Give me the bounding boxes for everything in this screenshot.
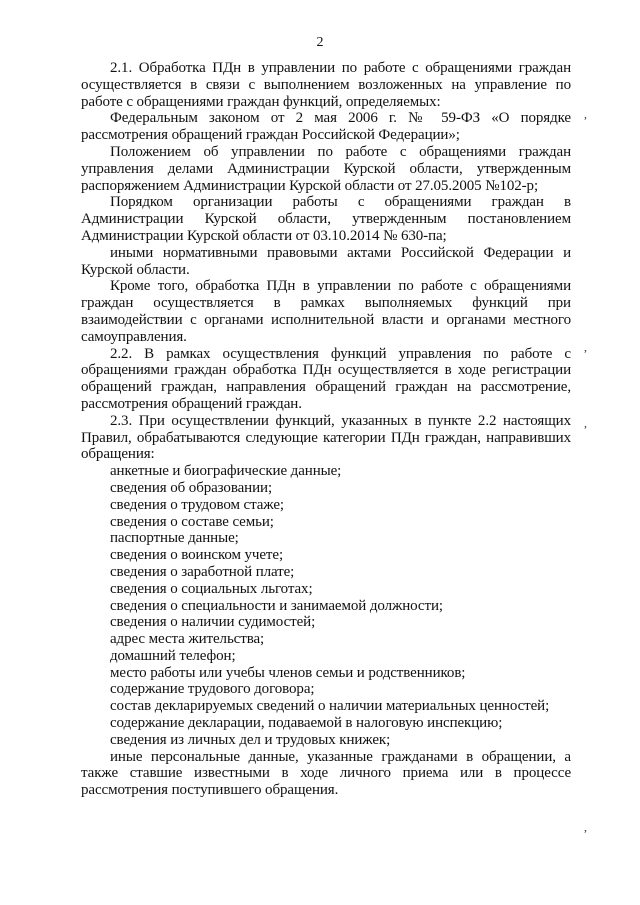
list-item: паспортные данные; [110, 530, 239, 547]
margin-mark: , [584, 107, 587, 121]
list-item: адрес места жительства; [110, 631, 265, 648]
list-item: сведения из личных дел и трудовых книжек; [110, 731, 391, 748]
margin-mark: , [584, 340, 587, 354]
closing-paragraph: иные персональные данные, указанные гражданами в обращении, а также ставшие известными в ходе личного приема или в процессе рассмотрения поступившего обращения. [81, 748, 571, 799]
list-item: содержание трудового договора; [110, 681, 315, 698]
paragraph-2-1: 2.1. Обработка ПДн в управлении по работе с обращениями граждан осуществляется в связи с выполнением возложенных на управление по работе с обращениями граждан функций, определяемых: [81, 60, 571, 110]
paragraph-2-2: 2.2. В рамках осуществления функций управления по работе с обращениями граждан обработка ПДн осуществляется в ходе регистрации обращений граждан, направления обращений граждан на рассмотрение, рассмотрения обращений граждан. [81, 345, 571, 412]
paragraph-regulation: Положением об управлении по работе с обращениями граждан управления делами Администрации Курской области, утвержденным распоряжением Администрации Курской области от 27.05.2005 №102-р; [81, 143, 571, 194]
paragraph-2-3: 2.3. При осуществлении функций, указанных в пункте 2.2 настоящих Правил, обрабатываются следующие категории ПДн граждан, направивших обращения: [81, 412, 571, 463]
page-number: 2 [316, 35, 324, 50]
margin-mark: , [584, 820, 587, 834]
list-item: сведения об образовании; [110, 479, 273, 496]
paragraph-additional: Кроме того, обработка ПДн в управлении по работе с обращениями граждан осуществляется в рамках выполняемых функций при взаимодействии с органами исполнительной власти и органами местного самоуправления. [81, 278, 571, 345]
document-body [81, 60, 571, 799]
list-item: сведения о составе семьи; [110, 513, 274, 530]
list-item: состав декларируемых сведений о наличии материальных ценностей; [110, 698, 550, 715]
list-item: сведения о трудовом стаже; [110, 496, 284, 513]
list-item: сведения о специальности и занимаемой должности; [110, 597, 443, 614]
list-item: место работы или учебы членов семьи и родственников; [110, 664, 466, 681]
list-item: сведения о наличии судимостей; [110, 614, 316, 631]
list-item: сведения о социальных льготах; [110, 580, 313, 597]
list-item: анкетные и биографические данные; [110, 463, 342, 480]
paragraph-procedure: Порядком организации работы с обращениями граждан в Администрации Курской области, утвержденным постановлением Администрации Курской области от 03.10.2014 № 630-па; [81, 194, 571, 244]
paragraph-other-acts: иными нормативными правовыми актами Российской Федерации и Курской области. [81, 244, 571, 278]
margin-mark: , [584, 416, 587, 430]
list-item: сведения о воинском учете; [110, 547, 284, 564]
list-item: домашний телефон; [110, 647, 236, 664]
paragraph-federal-law: Федеральным законом от 2 мая 2006 г. № 59-ФЗ «О порядке рассмотрения обращений граждан Российской Федерации»; [81, 110, 571, 144]
list-item: содержание декларации, подаваемой в налоговую инспекцию; [110, 715, 503, 732]
list-item: сведения о заработной плате; [110, 563, 295, 580]
